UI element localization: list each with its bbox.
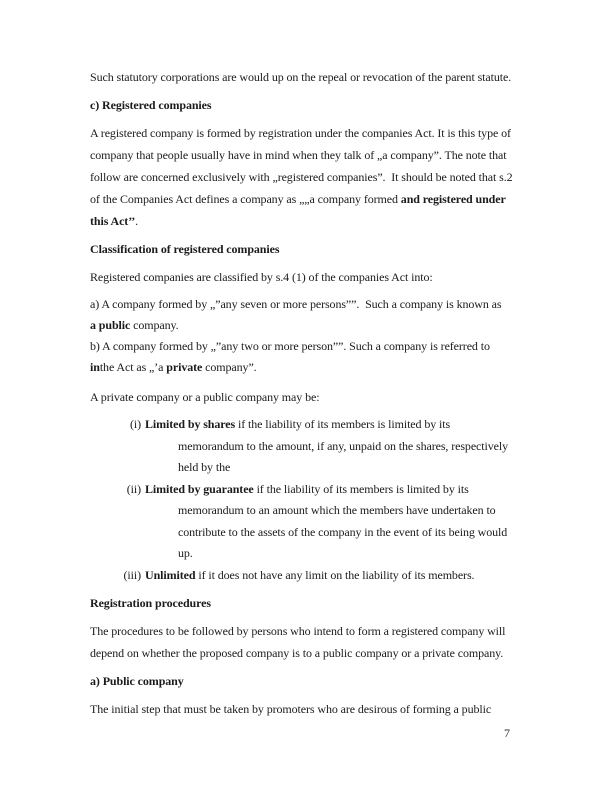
list-company-liability-types xyxy=(90,414,522,586)
text-run: of the Companies Act defines a company as „„a company formed xyxy=(90,192,401,206)
text-run: depend on whether the proposed company is to a public company or a private company. xyxy=(90,646,504,660)
text-line xyxy=(90,543,522,565)
text-run: if the liability of its members is limited by its xyxy=(235,417,451,431)
heading-registered-companies xyxy=(90,94,522,116)
bold-text-run: Registration procedures xyxy=(90,596,211,610)
text-run: A private company or a public company may be: xyxy=(90,390,320,404)
para-parent-statute xyxy=(90,66,522,88)
text-run: b) A company formed by „”any two or more person””. Such a company is referred to xyxy=(90,339,490,353)
text-run: memorandum to an amount which the members have undertaken to xyxy=(178,503,496,517)
page-content xyxy=(90,66,522,726)
text-line xyxy=(90,457,522,479)
text-line xyxy=(90,238,522,260)
text-run: a) A company formed by „”any seven or more persons””. Such a company is known as xyxy=(90,297,502,311)
bold-text-run: private xyxy=(166,360,203,374)
text-line xyxy=(90,522,522,544)
para-initial-step xyxy=(90,698,522,720)
bold-text-run: Limited by shares xyxy=(145,417,236,431)
text-line xyxy=(90,144,522,166)
text-run: if the liability of its members is limited by its xyxy=(253,481,469,496)
text-line xyxy=(90,500,522,522)
text-run: memorandum to the amount, if any, unpaid on the shares, respectively xyxy=(178,438,508,453)
text-line xyxy=(90,336,522,357)
text-run: company”. xyxy=(202,360,257,374)
text-run: contribute to the assets of the company in the event of its being would xyxy=(178,524,508,539)
bold-text-run: Unlimited xyxy=(145,567,196,582)
list-item-iii xyxy=(90,565,522,587)
bold-text-run: Limited by guarantee xyxy=(145,481,254,496)
bold-text-run: in xyxy=(90,360,100,374)
text-run: Such statutory corporations are would up on the repeal or revocation of the parent statute. xyxy=(90,70,512,84)
text-run: company that people usually have in mind when they talk of „a company”. The note that xyxy=(90,148,507,162)
text-line xyxy=(90,436,522,458)
text-run: the Act as „’a xyxy=(99,360,167,374)
text-line xyxy=(90,166,522,188)
list-marker: (i) xyxy=(129,417,141,431)
text-line xyxy=(90,670,522,692)
bold-text-run: a) Public company xyxy=(90,674,184,688)
text-run: A registered company is formed by registration under the companies Act. It is this type of xyxy=(90,126,511,140)
text-run: if it does not have any limit on the liability of its members. xyxy=(195,567,475,582)
para-classification-intro xyxy=(90,266,522,288)
text-run: held by the xyxy=(178,460,231,474)
text-run: follow are concerned exclusively with „registered companies”. It should be noted that s.2 xyxy=(90,170,513,184)
text-line xyxy=(90,266,522,288)
text-line xyxy=(90,315,522,336)
bold-text-run: this Act’’ xyxy=(90,214,136,228)
text-line xyxy=(90,414,522,436)
text-line xyxy=(90,620,522,642)
list-item-ii xyxy=(90,479,522,565)
text-line xyxy=(90,698,522,720)
text-run: up. xyxy=(178,546,193,560)
bold-text-run: c) Registered companies xyxy=(90,98,212,112)
para-company-types-ab xyxy=(90,294,522,378)
para-registered-company-definition xyxy=(90,122,522,232)
heading-classification xyxy=(90,238,522,260)
text-line xyxy=(90,357,522,378)
text-run: Registered companies are classified by s.4 (1) of the companies Act into: xyxy=(90,270,433,284)
text-line xyxy=(90,565,522,587)
bold-text-run: and registered under xyxy=(400,192,506,206)
bold-text-run: Classification of registered companies xyxy=(90,242,280,256)
bold-text-run: a public xyxy=(90,318,131,332)
para-private-or-public-intro xyxy=(90,386,522,408)
text-line xyxy=(90,210,522,232)
text-line xyxy=(90,94,522,116)
text-run: The procedures to be followed by persons who intend to form a registered company will xyxy=(90,624,506,638)
text-run: company. xyxy=(130,318,179,332)
text-line xyxy=(90,294,522,315)
heading-public-company xyxy=(90,670,522,692)
list-marker: (ii) xyxy=(126,481,141,496)
page-number: 7 xyxy=(504,726,510,740)
text-line xyxy=(90,66,522,88)
text-line xyxy=(90,188,522,210)
text-line xyxy=(90,122,522,144)
text-line xyxy=(90,479,522,501)
heading-registration-procedures xyxy=(90,592,522,614)
text-line xyxy=(90,592,522,614)
text-run: The initial step that must be taken by promoters who are desirous of forming a public xyxy=(90,702,492,716)
para-registration-procedures xyxy=(90,620,522,664)
list-item-i xyxy=(90,414,522,479)
text-line xyxy=(90,386,522,408)
text-line xyxy=(90,642,522,664)
text-run: . xyxy=(135,214,139,228)
list-marker: (iii) xyxy=(123,567,141,582)
